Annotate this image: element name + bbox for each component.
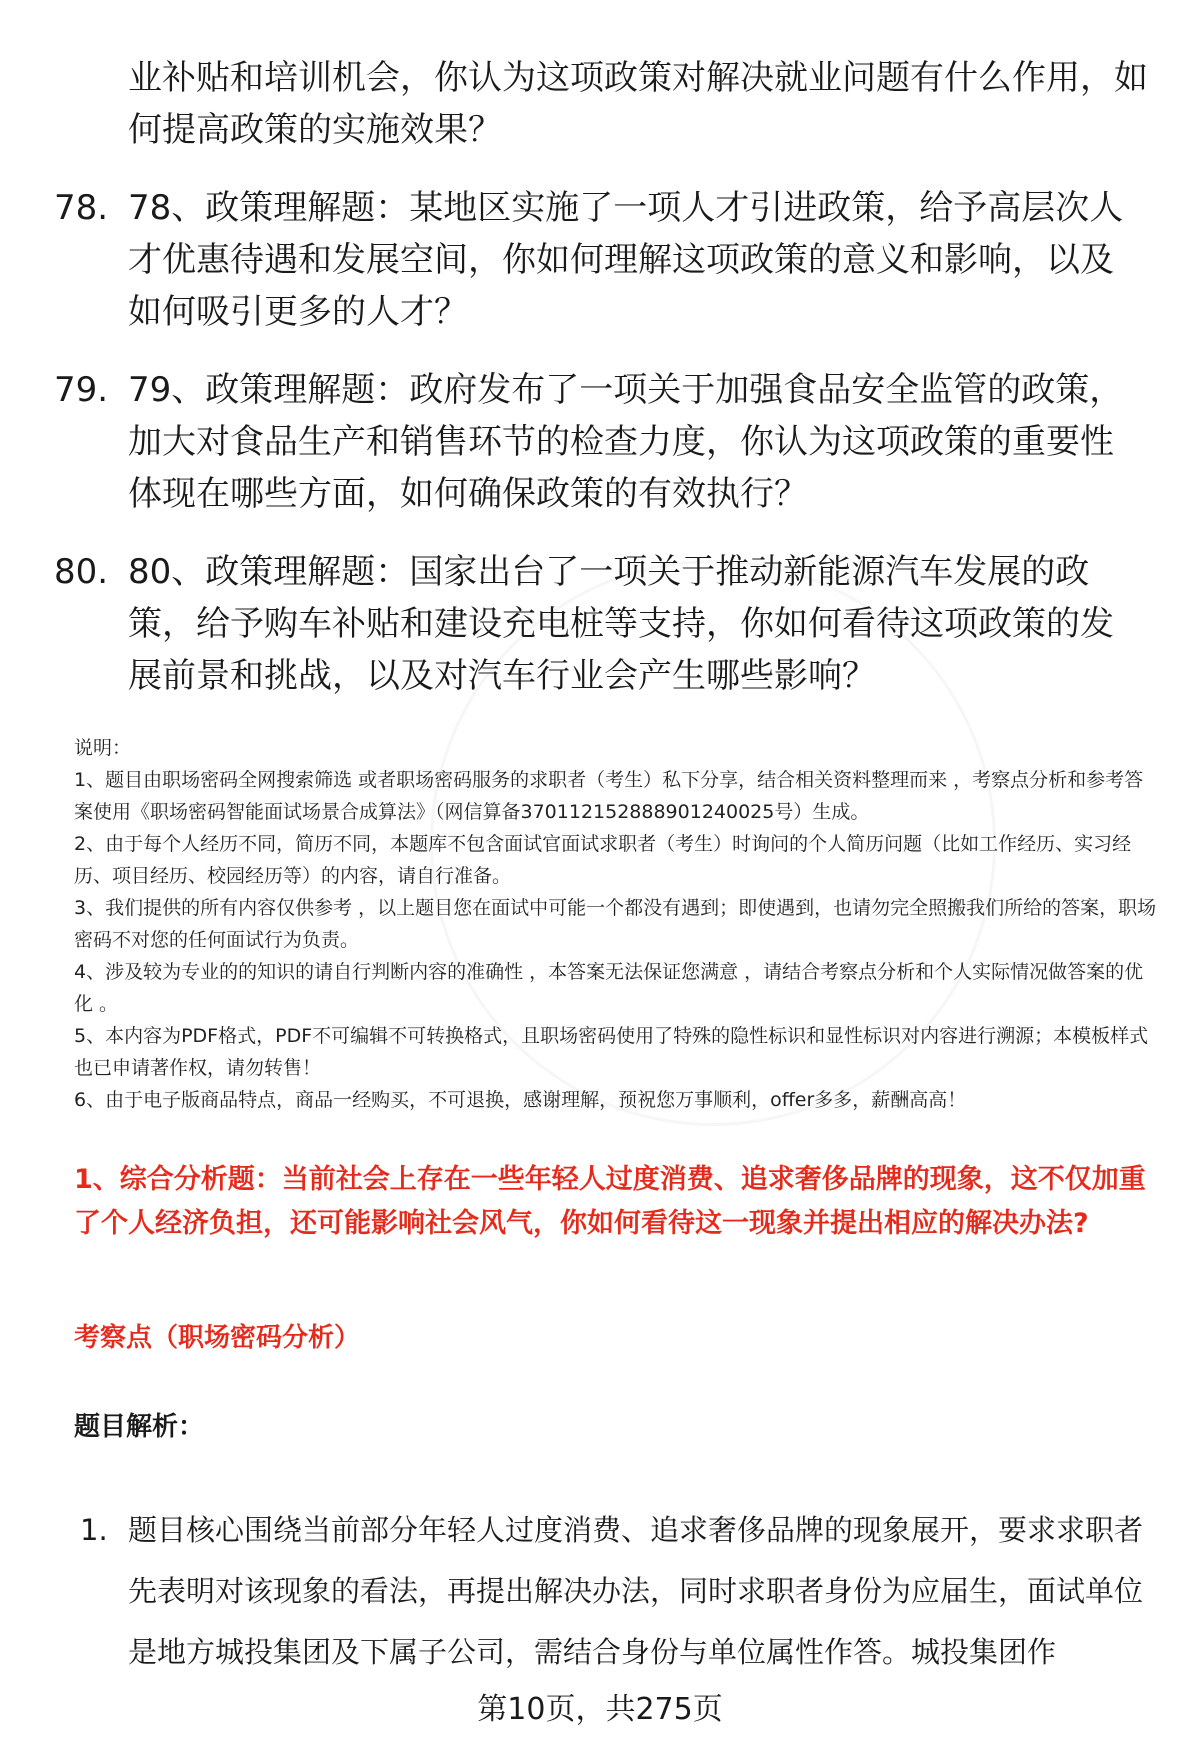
analysis-number: 1. (80, 1513, 108, 1547)
note-item: 6、由于电子版商品特点，商品一经购买，不可退换，感谢理解，预祝您万事顺利，offer多多，薪酬高高！ (74, 1089, 967, 1111)
note-item: 2、由于每个人经历不同，简历不同，本题库不包含面试官面试求职者（考生）时询问的个人简历问题（比如工作经历、实习经历、项目经历、校园经历等）的内容，请自行准备。 (74, 833, 1132, 887)
question-list (54, 52, 1154, 702)
analysis-heading: 题目解析： (74, 1412, 205, 1442)
note-item: 4、涉及较为专业的的知识的请自行判断内容的准确性 ，本答案无法保证您满意 ，请结合考察点分析和个人实际情况做答案的优化 。 (74, 961, 1144, 1015)
highlight-question: 1、综合分析题：当前社会上存在一些年轻人过度消费、追求奢侈品牌的现象，这不仅加重了个人经济负担，还可能影响社会风气，你如何看待这一现象并提出相应的解决办法? (74, 1164, 1146, 1239)
analysis-text: 题目核心围绕当前部分年轻人过度消费、追求奢侈品牌的现象展开，要求求职者先表明对该现象的看法，再提出解决办法，同时求职者身份为应届生，面试单位是地方城投集团及下属子公司，需结合身份与单位属性作答。城投集团作 (128, 1513, 1144, 1669)
note-item: 1、题目由职场密码全网搜索筛选 或者职场密码服务的求职者（考生）私下分享，结合相关资料整理而来 ，考察点分析和参考答案使用《职场密码智能面试场景合成算法》（网信算备370112152888901240025号）生成。 (74, 769, 1144, 823)
note-item: 5、本内容为PDF格式，PDF不可编辑不可转换格式，且职场密码使用了特殊的隐性标识和显性标识对内容进行溯源；本模板样式也已申请著作权，请勿转售！ (74, 1025, 1149, 1079)
note-item: 3、我们提供的所有内容仅供参考 ，以上题目您在面试中可能一个都没有遇到；即使遇到，也请勿完全照搬我们所给的答案，职场密码不对您的任何面试行为负责。 (74, 897, 1157, 951)
page-footer: 第10页，共275页 (477, 1692, 723, 1727)
question-item-80 (54, 546, 1154, 702)
question-text: 78、政策理解题：某地区实施了一项人才引进政策，给予高层次人才优惠待遇和发展空间，你如何理解这项政策的意义和影响，以及如何吸引更多的人才？ (128, 188, 1124, 332)
question-number: 79. (54, 370, 109, 410)
question-number: 78. (54, 188, 109, 228)
notes-section (74, 732, 1162, 1116)
kaochadian-heading: 考察点（职场密码分析） (74, 1323, 361, 1353)
question-item-78 (54, 182, 1154, 338)
notes-title: 说明： (74, 737, 132, 759)
question-77-continuation: 业补贴和培训机会，你认为这项政策对解决就业问题有什么作用，如何提高政策的实施效果？ (128, 58, 1148, 150)
question-number: 80. (54, 552, 109, 592)
question-item-79 (54, 364, 1154, 520)
question-text: 80、政策理解题：国家出台了一项关于推动新能源汽车发展的政策，给予购车补贴和建设充电桩等支持，你如何看待这项政策的发展前景和挑战，以及对汽车行业会产生哪些影响？ (128, 552, 1114, 696)
question-text: 79、政策理解题：政府发布了一项关于加强食品安全监管的政策，加大对食品生产和销售环节的检查力度，你认为这项政策的重要性体现在哪些方面，如何确保政策的有效执行？ (128, 370, 1124, 514)
analysis-item-1 (80, 1500, 1160, 1683)
